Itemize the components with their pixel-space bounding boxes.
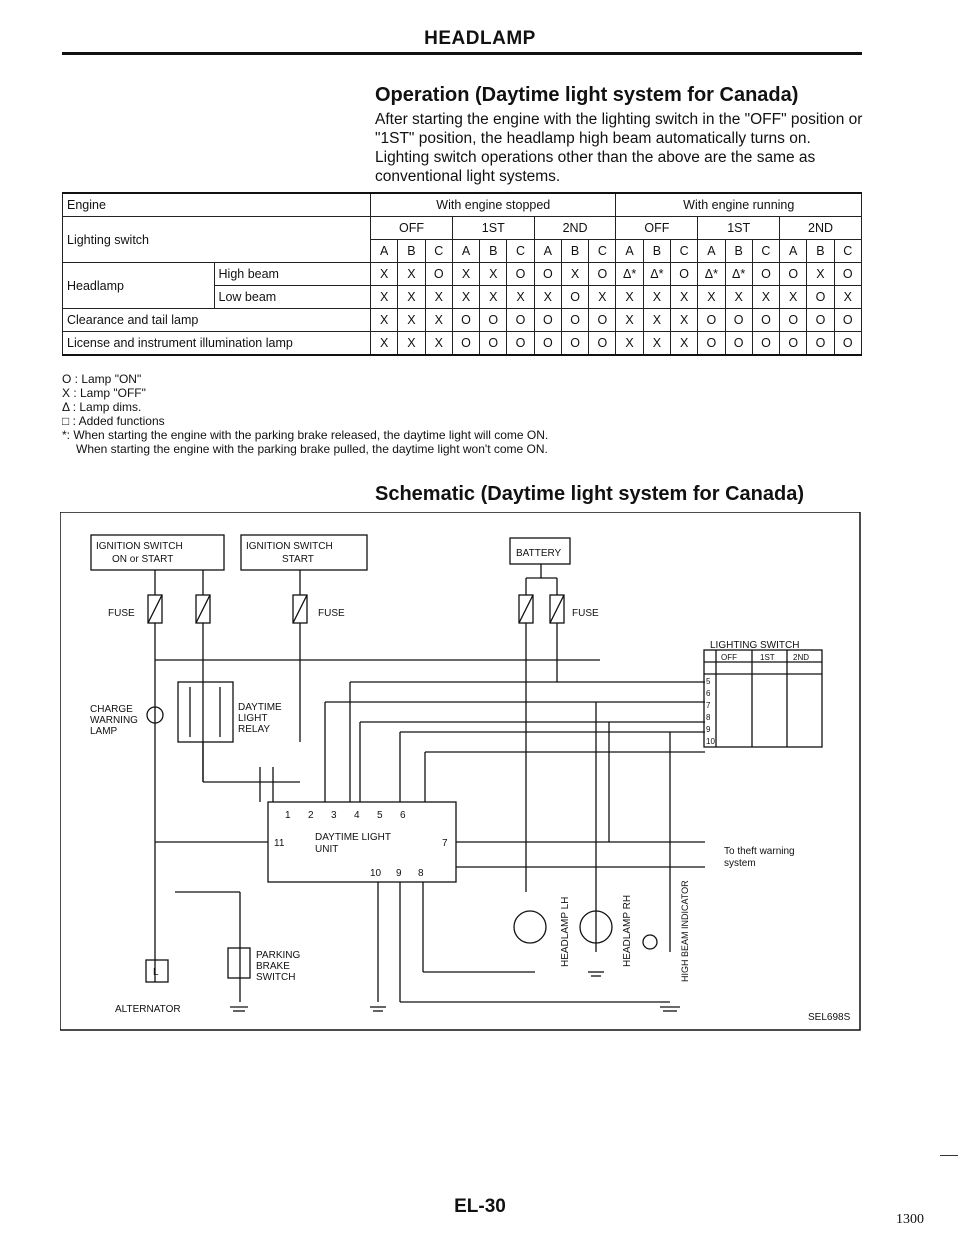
relay-box bbox=[178, 682, 233, 742]
low-beam-cell: X bbox=[589, 286, 616, 309]
position-header: 1ST bbox=[452, 217, 534, 240]
high-beam-cell: Δ* bbox=[698, 263, 725, 286]
parking-line2: BRAKE bbox=[256, 961, 290, 972]
fuse-label: FUSE bbox=[108, 608, 135, 619]
clearance-label: Clearance and tail lamp bbox=[63, 309, 371, 332]
fuse-label: FUSE bbox=[572, 608, 599, 619]
low-beam-cell: X bbox=[834, 286, 861, 309]
low-beam-cell: X bbox=[780, 286, 807, 309]
theft-line2: system bbox=[724, 858, 756, 869]
clearance-row bbox=[63, 309, 862, 332]
ls-position: 2ND bbox=[793, 653, 810, 662]
page-code: EL-30 bbox=[454, 1196, 506, 1217]
position-header: OFF bbox=[616, 217, 698, 240]
license-cell: O bbox=[534, 332, 561, 356]
sub-position-cell: C bbox=[834, 240, 861, 263]
page-title: HEADLAMP bbox=[424, 28, 536, 49]
sub-position-cell: C bbox=[589, 240, 616, 263]
ls-position: 1ST bbox=[760, 653, 775, 662]
clearance-cell: O bbox=[589, 309, 616, 332]
ls-row: 7 bbox=[706, 701, 711, 710]
high-beam-cell: X bbox=[398, 263, 425, 286]
sub-position-cell: B bbox=[480, 240, 507, 263]
relay-line1: DAYTIME bbox=[238, 702, 282, 713]
figure-code: SEL698S bbox=[808, 1012, 851, 1023]
position-header: 2ND bbox=[780, 217, 862, 240]
ls-row: 10 bbox=[706, 737, 715, 746]
clearance-cell: O bbox=[780, 309, 807, 332]
sub-position-cell: A bbox=[780, 240, 807, 263]
low-beam-cell: X bbox=[398, 286, 425, 309]
sub-position-cell: A bbox=[616, 240, 643, 263]
low-beam-cell: X bbox=[671, 286, 698, 309]
high-beam-label: High beam bbox=[214, 263, 371, 286]
ls-position: OFF bbox=[721, 653, 737, 662]
high-beam-cell: Δ* bbox=[643, 263, 670, 286]
unit-pin: 1 bbox=[285, 810, 291, 821]
headlamp-lh-label: HEADLAMP LH bbox=[560, 896, 571, 967]
high-beam-cell: O bbox=[507, 263, 534, 286]
sub-position-cell: A bbox=[371, 240, 398, 263]
license-cell: O bbox=[807, 332, 834, 356]
high-beam-cell: O bbox=[425, 263, 452, 286]
legend-dims: Δ : Lamp dims. bbox=[62, 400, 142, 414]
license-label: License and instrument illumination lamp bbox=[63, 332, 371, 356]
clearance-cell: O bbox=[452, 309, 479, 332]
license-cell: O bbox=[507, 332, 534, 356]
lighting-switch-grid bbox=[704, 650, 822, 747]
clearance-cell: O bbox=[480, 309, 507, 332]
low-beam-cell: X bbox=[698, 286, 725, 309]
high-beam-cell: X bbox=[480, 263, 507, 286]
unit-pin: 9 bbox=[396, 868, 402, 879]
ign1-line2: ON or START bbox=[112, 554, 174, 565]
headlamp-rh-label: HEADLAMP RH bbox=[622, 894, 633, 967]
clearance-cell: X bbox=[671, 309, 698, 332]
parking-line3: SWITCH bbox=[256, 972, 296, 983]
sub-position-cell: A bbox=[452, 240, 479, 263]
low-beam-cell: X bbox=[752, 286, 779, 309]
high-beam-cell: O bbox=[534, 263, 561, 286]
legend-off: X : Lamp "OFF" bbox=[62, 386, 146, 400]
alt-terminal: L bbox=[153, 967, 159, 978]
charge-line3: LAMP bbox=[90, 726, 118, 737]
ign1-line1: IGNITION SWITCH bbox=[96, 541, 183, 552]
license-cell: O bbox=[561, 332, 588, 356]
license-cell: X bbox=[616, 332, 643, 356]
corner-mark bbox=[940, 1155, 958, 1156]
sub-position-cell: C bbox=[507, 240, 534, 263]
license-cell: O bbox=[589, 332, 616, 356]
sub-position-cell: C bbox=[752, 240, 779, 263]
sub-position-cell: B bbox=[643, 240, 670, 263]
license-cell: O bbox=[480, 332, 507, 356]
high-beam-cell: X bbox=[452, 263, 479, 286]
license-cell: X bbox=[398, 332, 425, 356]
legend-on: O : Lamp "ON" bbox=[62, 372, 142, 386]
theft-line1: To theft warning bbox=[724, 846, 795, 857]
battery-label: BATTERY bbox=[516, 548, 562, 559]
ls-row: 5 bbox=[706, 677, 711, 686]
charge-line1: CHARGE bbox=[90, 704, 133, 715]
legend bbox=[62, 372, 548, 456]
legend-note-1: *: When starting the engine with the parking brake released, the daytime light will come ON. bbox=[62, 428, 549, 442]
sub-position-cell: C bbox=[671, 240, 698, 263]
unit-pin: 7 bbox=[442, 838, 448, 849]
low-beam-cell: X bbox=[425, 286, 452, 309]
low-beam-cell: X bbox=[534, 286, 561, 309]
sub-position-cell: B bbox=[725, 240, 752, 263]
high-beam-cell: Δ* bbox=[725, 263, 752, 286]
high-beam-cell: X bbox=[561, 263, 588, 286]
ls-row: 8 bbox=[706, 713, 711, 722]
engine-label: Engine bbox=[63, 193, 371, 217]
relay-line2: LIGHT bbox=[238, 713, 268, 724]
position-header: 1ST bbox=[698, 217, 780, 240]
license-cell: O bbox=[452, 332, 479, 356]
clearance-cell: O bbox=[834, 309, 861, 332]
lighting-switch-label: LIGHTING SWITCH bbox=[710, 640, 800, 651]
clearance-cell: X bbox=[643, 309, 670, 332]
clearance-cell: X bbox=[398, 309, 425, 332]
ls-row: 9 bbox=[706, 725, 711, 734]
clearance-cell: X bbox=[371, 309, 398, 332]
high-beam-indicator-symbol bbox=[643, 935, 657, 949]
alternator-label: ALTERNATOR bbox=[115, 1004, 181, 1015]
high-beam-row bbox=[63, 263, 862, 286]
unit-line1: DAYTIME LIGHT bbox=[315, 832, 391, 843]
sub-position-cell: A bbox=[534, 240, 561, 263]
operation-body: After starting the engine with the lighting switch in the "OFF" position or "1ST" position, the headlamp high beam automatically turns on. Lighting switch operations other than the above are the same as conventional light systems. bbox=[375, 111, 863, 185]
operation-title: Operation (Daytime light system for Canada) bbox=[375, 84, 799, 106]
clearance-cell: X bbox=[616, 309, 643, 332]
high-beam-cell: Δ* bbox=[616, 263, 643, 286]
clearance-cell: X bbox=[425, 309, 452, 332]
schematic-diagram bbox=[60, 512, 862, 1032]
unit-pin: 3 bbox=[331, 810, 337, 821]
lighting-switch-label: Lighting switch bbox=[63, 217, 371, 263]
ign2-line2: START bbox=[282, 554, 314, 565]
headlamp-label: Headlamp bbox=[63, 263, 215, 309]
unit-pin: 4 bbox=[354, 810, 360, 821]
low-beam-cell: X bbox=[371, 286, 398, 309]
low-beam-cell: O bbox=[561, 286, 588, 309]
low-beam-cell: X bbox=[452, 286, 479, 309]
license-row bbox=[63, 332, 862, 356]
clearance-cell: O bbox=[698, 309, 725, 332]
ls-row: 6 bbox=[706, 689, 711, 698]
sub-position-cell: B bbox=[561, 240, 588, 263]
license-cell: X bbox=[643, 332, 670, 356]
legend-added: □ : Added functions bbox=[62, 414, 165, 428]
page-number: 1300 bbox=[896, 1212, 924, 1227]
operation-table bbox=[62, 192, 862, 356]
clearance-cell: O bbox=[752, 309, 779, 332]
clearance-cell: O bbox=[807, 309, 834, 332]
high-beam-cell: O bbox=[671, 263, 698, 286]
clearance-cell: O bbox=[534, 309, 561, 332]
low-beam-cell: X bbox=[643, 286, 670, 309]
license-cell: O bbox=[752, 332, 779, 356]
high-beam-cell: O bbox=[780, 263, 807, 286]
high-beam-cell: O bbox=[752, 263, 779, 286]
license-cell: O bbox=[725, 332, 752, 356]
unit-pin: 10 bbox=[370, 868, 382, 879]
unit-line2: UNIT bbox=[315, 844, 339, 855]
unit-pin: 11 bbox=[274, 838, 285, 849]
parking-brake-switch-symbol bbox=[228, 948, 250, 978]
unit-pin: 5 bbox=[377, 810, 383, 821]
ign2-line1: IGNITION SWITCH bbox=[246, 541, 333, 552]
low-beam-cell: X bbox=[725, 286, 752, 309]
low-beam-cell: X bbox=[480, 286, 507, 309]
headlamp-lh-symbol bbox=[514, 911, 546, 943]
sub-position-cell: A bbox=[698, 240, 725, 263]
parking-line1: PARKING bbox=[256, 950, 301, 961]
legend-note-2: When starting the engine with the parking brake pulled, the daytime light won't come ON. bbox=[76, 442, 548, 456]
clearance-cell: O bbox=[725, 309, 752, 332]
sub-position-cell: B bbox=[807, 240, 834, 263]
position-header: OFF bbox=[371, 217, 453, 240]
sub-position-cell: C bbox=[425, 240, 452, 263]
license-cell: O bbox=[780, 332, 807, 356]
high-beam-cell: X bbox=[371, 263, 398, 286]
charge-line2: WARNING bbox=[90, 715, 138, 726]
fuse-label: FUSE bbox=[318, 608, 345, 619]
high-beam-cell: X bbox=[807, 263, 834, 286]
low-beam-cell: X bbox=[616, 286, 643, 309]
sub-position-cell: B bbox=[398, 240, 425, 263]
clearance-cell: O bbox=[561, 309, 588, 332]
position-header: 2ND bbox=[534, 217, 616, 240]
low-beam-label: Low beam bbox=[214, 286, 371, 309]
relay-line3: RELAY bbox=[238, 724, 271, 735]
unit-pin: 2 bbox=[308, 810, 314, 821]
license-cell: X bbox=[671, 332, 698, 356]
license-cell: X bbox=[371, 332, 398, 356]
high-beam-indicator-label: HIGH BEAM INDICATOR bbox=[680, 880, 690, 982]
high-beam-cell: O bbox=[834, 263, 861, 286]
license-cell: X bbox=[425, 332, 452, 356]
low-beam-cell: X bbox=[507, 286, 534, 309]
unit-pin: 6 bbox=[400, 810, 406, 821]
license-cell: O bbox=[698, 332, 725, 356]
clearance-cell: O bbox=[507, 309, 534, 332]
license-cell: O bbox=[834, 332, 861, 356]
engine-running-header: With engine running bbox=[616, 193, 862, 217]
low-beam-cell: O bbox=[807, 286, 834, 309]
unit-pin: 8 bbox=[418, 868, 424, 879]
high-beam-cell: O bbox=[589, 263, 616, 286]
title-rule bbox=[62, 52, 862, 55]
engine-stopped-header: With engine stopped bbox=[371, 193, 616, 217]
schematic-title: Schematic (Daytime light system for Canada) bbox=[375, 483, 805, 505]
